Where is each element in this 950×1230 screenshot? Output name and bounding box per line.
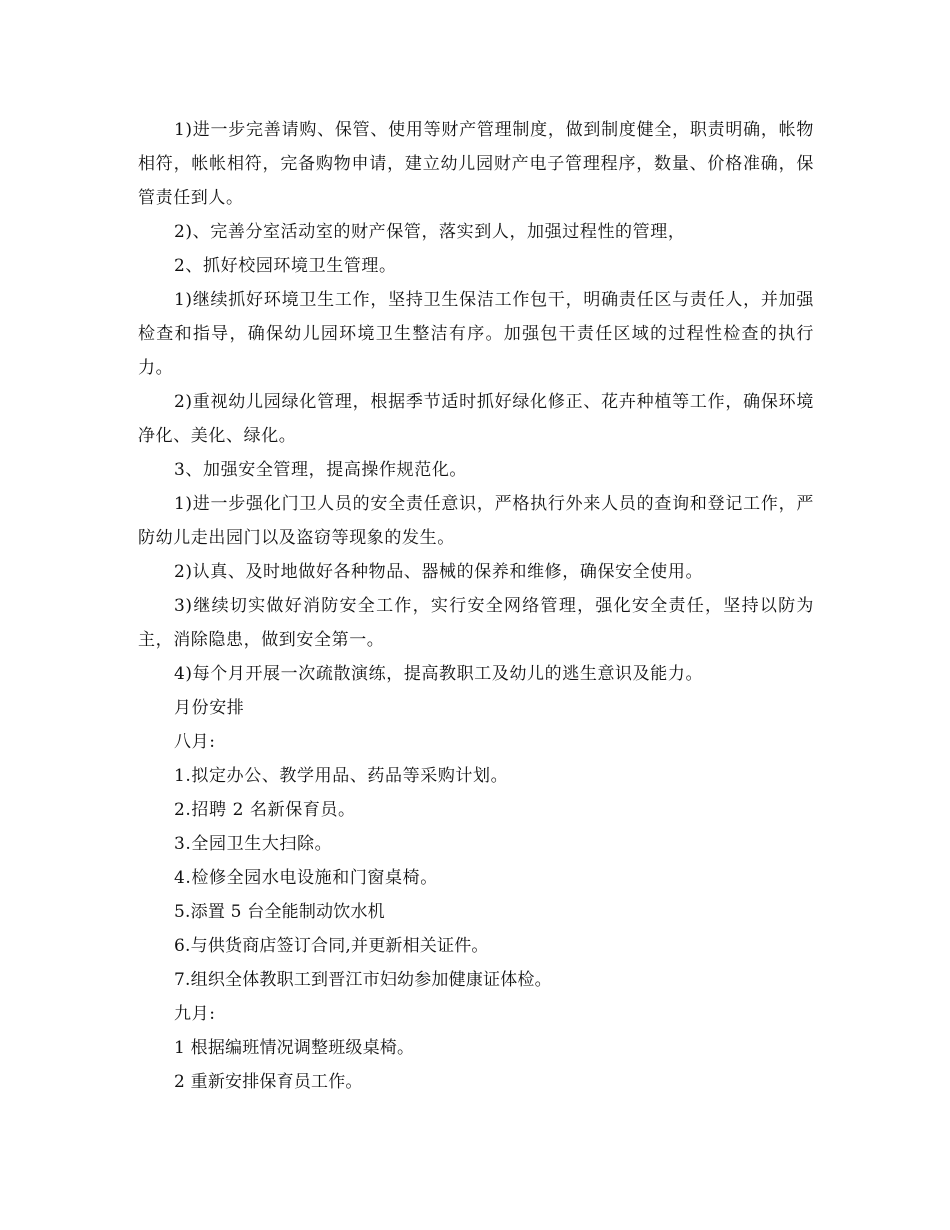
paragraph-room-assets: 2)、完善分室活动室的财产保管，落实到人，加强过程性的管理，	[174, 222, 686, 242]
paragraph-asset-system: 1)进一步完善请购、保管、使用等财产管理制度，做到制度健全，职责明确，帐物相符，帐帐相符，完备购物申请，建立幼儿园财产电子管理程序，数量、价格准确，保管责任到人。	[138, 120, 814, 208]
list-item-august-6: 6.与供货商店签订合同,并更新相关证件。	[174, 936, 489, 956]
list-item-august-7: 7.组织全体教职工到晋江市妇幼参加健康证体检。	[174, 970, 552, 990]
heading-hygiene: 2、抓好校园环境卫生管理。	[174, 256, 397, 276]
document-body	[138, 113, 814, 1099]
list-item-september-2: 2 重新安排保育员工作。	[174, 1072, 363, 1092]
paragraph-maintenance: 2)认真、及时地做好各种物品、器械的保养和维修，确保安全使用。	[174, 562, 704, 582]
heading-safety: 3、加强安全管理，提高操作规范化。	[174, 460, 468, 480]
list-item-august-2: 2.招聘 2 名新保育员。	[174, 800, 356, 820]
heading-september: 九月:	[174, 1004, 216, 1024]
paragraph-guard: 1)进一步强化门卫人员的安全责任意识，严格执行外来人员的查询和登记工作，严防幼儿走出园门以及盗窃等现象的发生。	[138, 494, 814, 548]
paragraph-greening: 2)重视幼儿园绿化管理，根据季节适时抓好绿化修正、花卉种植等工作，确保环境净化、美化、绿化。	[138, 392, 814, 446]
paragraph-fire-safety: 3)继续切实做好消防安全工作，实行安全网络管理，强化安全责任，坚持以防为主，消除隐患，做到安全第一。	[138, 596, 814, 650]
list-item-august-1: 1.拟定办公、教学用品、药品等采购计划。	[174, 766, 509, 786]
list-item-august-3: 3.全园卫生大扫除。	[174, 834, 333, 854]
list-item-august-5: 5.添置 5 台全能制动饮水机	[174, 902, 385, 922]
paragraph-drill: 4)每个月开展一次疏散演练，提高教职工及幼儿的逃生意识及能力。	[174, 664, 704, 684]
heading-august: 八月:	[174, 732, 216, 752]
list-item-september-1: 1 根据编班情况调整班级桌椅。	[174, 1038, 415, 1058]
heading-monthly-plan: 月份安排	[174, 698, 245, 718]
list-item-august-4: 4.检修全园水电设施和门窗桌椅。	[174, 868, 438, 888]
paragraph-hygiene-work: 1)继续抓好环境卫生工作，坚持卫生保洁工作包干，明确责任区与责任人，并加强检查和指导，确保幼儿园环境卫生整洁有序。加强包干责任区域的过程性检查的执行力。	[138, 290, 814, 378]
